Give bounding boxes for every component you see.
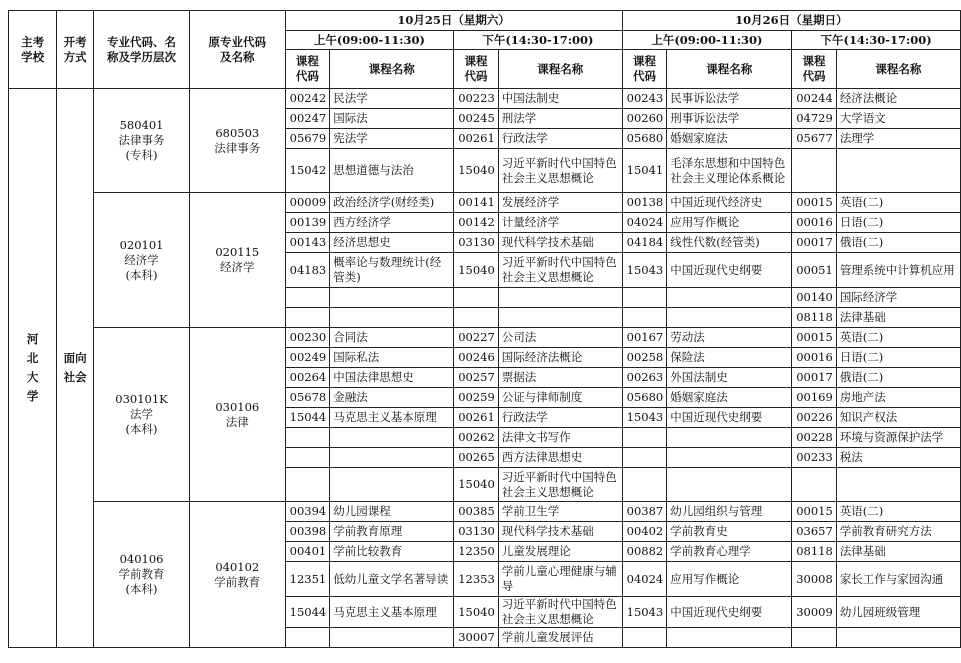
course-name xyxy=(667,308,792,328)
course-code: 04183 xyxy=(285,253,330,288)
course-code: 00258 xyxy=(622,348,667,368)
course-name: 西方经济学 xyxy=(330,213,454,233)
major-cell xyxy=(94,89,190,193)
course-code xyxy=(285,288,330,308)
course-code xyxy=(454,288,499,308)
course-name xyxy=(330,468,454,502)
course-name: 刑事诉讼法学 xyxy=(667,109,792,129)
course-name xyxy=(667,288,792,308)
course-name xyxy=(330,628,454,648)
course-code: 15040 xyxy=(454,253,499,288)
course-code xyxy=(285,468,330,502)
course-code: 15044 xyxy=(285,597,330,628)
course-name xyxy=(667,468,792,502)
header-day1-am: 上午(09:00-11:30) xyxy=(285,31,454,50)
course-code: 00017 xyxy=(792,368,837,388)
old-major-old-name: 法律 xyxy=(225,414,249,429)
course-code: 00401 xyxy=(285,542,330,562)
header-school: 主考 学校 xyxy=(9,11,57,89)
course-name: 公证与律师制度 xyxy=(498,388,622,408)
course-name: 法律文书写作 xyxy=(498,428,622,448)
course-code: 30008 xyxy=(792,562,837,597)
header-course: 课程名称 xyxy=(667,50,792,89)
course-code: 00138 xyxy=(622,193,667,213)
major-level: (本科) xyxy=(125,422,158,436)
course-name xyxy=(667,428,792,448)
course-code: 00387 xyxy=(622,502,667,522)
course-name: 线性代数(经管类) xyxy=(667,233,792,253)
course-name: 家长工作与家园沟通 xyxy=(836,562,960,597)
course-name: 行政法学 xyxy=(498,408,622,428)
course-name: 习近平新时代中国特色社会主义思想概论 xyxy=(498,468,622,502)
course-code: 00017 xyxy=(792,233,837,253)
old-major-cell xyxy=(189,328,285,502)
course-name: 外国法制史 xyxy=(667,368,792,388)
major-cell xyxy=(94,502,190,648)
header-day-1: 10月25日（星期六） xyxy=(285,11,622,31)
course-code: 12351 xyxy=(285,562,330,597)
course-name: 俄语(二) xyxy=(836,233,960,253)
course-name: 计量经济学 xyxy=(498,213,622,233)
header-code: 课程 代码 xyxy=(622,50,667,89)
course-code: 00249 xyxy=(285,348,330,368)
course-code: 00247 xyxy=(285,109,330,129)
course-name: 环境与资源保护法学 xyxy=(836,428,960,448)
course-name: 学前教育研究方法 xyxy=(836,522,960,542)
major-code: 040106 xyxy=(119,552,164,566)
course-code: 00882 xyxy=(622,542,667,562)
old-major-cell xyxy=(189,502,285,648)
course-code: 00169 xyxy=(792,388,837,408)
table-row xyxy=(9,193,961,213)
course-name: 思想道德与法治 xyxy=(330,149,454,193)
course-code: 04184 xyxy=(622,233,667,253)
course-code: 00143 xyxy=(285,233,330,253)
course-name: 学前比较教育 xyxy=(330,542,454,562)
course-code: 00140 xyxy=(792,288,837,308)
course-name: 中国近现代史纲要 xyxy=(667,253,792,288)
course-code: 15041 xyxy=(622,149,667,193)
course-name: 俄语(二) xyxy=(836,368,960,388)
course-code xyxy=(792,468,837,502)
major-name: 法学 xyxy=(130,407,154,421)
old-major-old-code: 020115 xyxy=(215,245,260,259)
course-name xyxy=(330,288,454,308)
course-code: 00015 xyxy=(792,502,837,522)
course-name: 婚姻家庭法 xyxy=(667,129,792,149)
course-code: 03130 xyxy=(454,522,499,542)
course-name: 合同法 xyxy=(330,328,454,348)
course-code: 15043 xyxy=(622,253,667,288)
course-name: 婚姻家庭法 xyxy=(667,388,792,408)
old-major-old-code: 030106 xyxy=(215,399,260,414)
course-code: 05679 xyxy=(285,129,330,149)
table-body xyxy=(9,11,961,648)
course-code: 00261 xyxy=(454,408,499,428)
course-code: 00015 xyxy=(792,328,837,348)
course-code: 00385 xyxy=(454,502,499,522)
course-name: 行政法学 xyxy=(498,129,622,149)
course-code: 00226 xyxy=(792,408,837,428)
course-name: 国际经济学 xyxy=(836,288,960,308)
course-code xyxy=(285,628,330,648)
course-name: 政治经济学(财经类) xyxy=(330,193,454,213)
course-name: 经济法概论 xyxy=(836,89,960,109)
course-code: 00257 xyxy=(454,368,499,388)
course-name: 中国近现代史纲要 xyxy=(667,408,792,428)
course-name: 中国法制史 xyxy=(498,89,622,109)
course-code: 00242 xyxy=(285,89,330,109)
course-name: 习近平新时代中国特色社会主义思想概论 xyxy=(498,597,622,628)
course-code: 04729 xyxy=(792,109,837,129)
major-level: (本科) xyxy=(125,582,158,596)
course-name: 应用写作概论 xyxy=(667,562,792,597)
major-name: 经济学 xyxy=(124,252,159,267)
course-code: 00139 xyxy=(285,213,330,233)
course-code: 00265 xyxy=(454,448,499,468)
course-name: 中国法律思想史 xyxy=(330,368,454,388)
course-code: 00264 xyxy=(285,368,330,388)
major-level: (专科) xyxy=(125,148,158,162)
course-name: 概率论与数理统计(经管类) xyxy=(330,253,454,288)
table-row xyxy=(9,328,961,348)
course-name: 税法 xyxy=(836,448,960,468)
course-name xyxy=(836,468,960,502)
course-name: 学前教育史 xyxy=(667,522,792,542)
mode-cell xyxy=(57,89,94,648)
course-name: 学前卫生学 xyxy=(498,502,622,522)
course-name: 习近平新时代中国特色社会主义思想概论 xyxy=(498,253,622,288)
course-code: 00233 xyxy=(792,448,837,468)
course-name xyxy=(667,448,792,468)
course-name xyxy=(498,308,622,328)
course-name: 马克思主义基本原理 xyxy=(330,597,454,628)
header-old-major: 原专业代码 及名称 xyxy=(189,11,285,89)
old-major-old-name: 经济学 xyxy=(220,260,255,274)
major-code: 580401 xyxy=(119,118,164,132)
course-name: 金融法 xyxy=(330,388,454,408)
course-code: 00262 xyxy=(454,428,499,448)
school-cell xyxy=(9,89,57,648)
course-code xyxy=(792,628,837,648)
course-name: 英语(二) xyxy=(836,328,960,348)
course-name: 幼儿园课程 xyxy=(330,502,454,522)
header-day-2: 10月26日（星期日） xyxy=(622,11,960,31)
course-name xyxy=(330,448,454,468)
course-name: 儿童发展理论 xyxy=(498,542,622,562)
course-code: 00015 xyxy=(792,193,837,213)
course-name: 票据法 xyxy=(498,368,622,388)
course-name: 保险法 xyxy=(667,348,792,368)
course-name xyxy=(330,428,454,448)
course-code: 00223 xyxy=(454,89,499,109)
course-code: 15043 xyxy=(622,597,667,628)
course-name: 幼儿园组织与管理 xyxy=(667,502,792,522)
header-major: 专业代码、名 称及学历层次 xyxy=(94,11,190,89)
header-course: 课程名称 xyxy=(498,50,622,89)
course-code: 05680 xyxy=(622,129,667,149)
course-code xyxy=(622,308,667,328)
course-name: 民法学 xyxy=(330,89,454,109)
course-name: 学前儿童心理健康与辅导 xyxy=(498,562,622,597)
major-name: 学前教育 xyxy=(118,567,165,581)
major-level: (本科) xyxy=(125,267,158,282)
course-code: 00398 xyxy=(285,522,330,542)
course-code: 00009 xyxy=(285,193,330,213)
course-code: 05677 xyxy=(792,129,837,149)
major-code: 020101 xyxy=(119,237,164,252)
course-name: 国际私法 xyxy=(330,348,454,368)
course-code: 04024 xyxy=(622,562,667,597)
course-code xyxy=(622,468,667,502)
course-code xyxy=(792,149,837,193)
course-name: 幼儿园班级管理 xyxy=(836,597,960,628)
old-major-old-name: 学前教育 xyxy=(214,574,261,589)
course-name: 大学语文 xyxy=(836,109,960,129)
course-name: 学前儿童发展评估 xyxy=(498,628,622,648)
course-name: 现代科学技术基础 xyxy=(498,233,622,253)
course-code: 00141 xyxy=(454,193,499,213)
course-code xyxy=(622,448,667,468)
course-name xyxy=(330,308,454,328)
course-name: 知识产权法 xyxy=(836,408,960,428)
course-name xyxy=(836,149,960,193)
course-code: 00142 xyxy=(454,213,499,233)
course-code: 15043 xyxy=(622,408,667,428)
school-name: 河北大学 xyxy=(26,332,39,403)
course-name: 国际法 xyxy=(330,109,454,129)
header-code: 课程 代码 xyxy=(792,50,837,89)
course-code: 00051 xyxy=(792,253,837,288)
major-cell xyxy=(94,328,190,502)
course-code: 00243 xyxy=(622,89,667,109)
course-code: 00016 xyxy=(792,348,837,368)
course-code: 15040 xyxy=(454,149,499,193)
course-code: 12353 xyxy=(454,562,499,597)
major-code: 030101K xyxy=(115,392,168,406)
course-name: 公司法 xyxy=(498,328,622,348)
course-name: 学前教育心理学 xyxy=(667,542,792,562)
header-day1-pm: 下午(14:30-17:00) xyxy=(454,31,622,50)
header-day2-am: 上午(09:00-11:30) xyxy=(622,31,792,50)
course-code: 03130 xyxy=(454,233,499,253)
course-code: 00246 xyxy=(454,348,499,368)
old-major-old-name: 法律事务 xyxy=(214,140,261,155)
course-code xyxy=(622,288,667,308)
header-code: 课程 代码 xyxy=(285,50,330,89)
course-code: 00394 xyxy=(285,502,330,522)
course-code xyxy=(285,448,330,468)
major-name: 法律事务 xyxy=(118,133,165,147)
course-name: 英语(二) xyxy=(836,193,960,213)
course-code: 00245 xyxy=(454,109,499,129)
course-code: 12350 xyxy=(454,542,499,562)
course-code: 00227 xyxy=(454,328,499,348)
header-course: 课程名称 xyxy=(330,50,454,89)
course-code: 30007 xyxy=(454,628,499,648)
course-name: 经济思想史 xyxy=(330,233,454,253)
course-name: 法律基础 xyxy=(836,542,960,562)
course-name: 应用写作概论 xyxy=(667,213,792,233)
table-row xyxy=(9,502,961,522)
course-name: 日语(二) xyxy=(836,213,960,233)
course-name: 学前教育原理 xyxy=(330,522,454,542)
course-code: 00260 xyxy=(622,109,667,129)
course-code xyxy=(454,308,499,328)
course-name xyxy=(836,628,960,648)
course-name: 刑法学 xyxy=(498,109,622,129)
old-major-old-code: 680503 xyxy=(215,125,260,140)
course-code: 05678 xyxy=(285,388,330,408)
header-course: 课程名称 xyxy=(836,50,960,89)
course-name: 日语(二) xyxy=(836,348,960,368)
course-name: 房地产法 xyxy=(836,388,960,408)
course-code: 15040 xyxy=(454,597,499,628)
course-code xyxy=(285,428,330,448)
course-name: 宪法学 xyxy=(330,129,454,149)
course-code xyxy=(622,628,667,648)
course-name: 西方法律思想史 xyxy=(498,448,622,468)
course-code: 00230 xyxy=(285,328,330,348)
course-code: 03657 xyxy=(792,522,837,542)
header-day2-pm: 下午(14:30-17:00) xyxy=(792,31,961,50)
course-code: 15042 xyxy=(285,149,330,193)
course-code: 08118 xyxy=(792,308,837,328)
course-name xyxy=(498,288,622,308)
course-code: 00402 xyxy=(622,522,667,542)
course-code xyxy=(622,428,667,448)
header-mode: 开考 方式 xyxy=(57,11,94,89)
course-code: 08118 xyxy=(792,542,837,562)
course-code: 00259 xyxy=(454,388,499,408)
header-code: 课程 代码 xyxy=(454,50,499,89)
header-row-dates xyxy=(9,11,961,31)
course-name: 发展经济学 xyxy=(498,193,622,213)
course-name: 法理学 xyxy=(836,129,960,149)
old-major-cell xyxy=(189,193,285,328)
course-name: 现代科学技术基础 xyxy=(498,522,622,542)
major-cell xyxy=(94,193,190,328)
course-code: 00167 xyxy=(622,328,667,348)
course-code: 15044 xyxy=(285,408,330,428)
course-name: 低幼儿童文学名著导读 xyxy=(330,562,454,597)
course-code: 00244 xyxy=(792,89,837,109)
old-major-cell xyxy=(189,89,285,193)
course-name: 马克思主义基本原理 xyxy=(330,408,454,428)
old-major-old-code: 040102 xyxy=(215,559,260,574)
mode-label: 面向社会 xyxy=(63,351,87,384)
course-name: 毛泽东思想和中国特色社会主义理论体系概论 xyxy=(667,149,792,193)
course-code: 05680 xyxy=(622,388,667,408)
course-code: 04024 xyxy=(622,213,667,233)
course-name: 管理系统中计算机应用 xyxy=(836,253,960,288)
table-row xyxy=(9,89,961,109)
course-code: 30009 xyxy=(792,597,837,628)
course-name xyxy=(667,628,792,648)
course-name: 国际经济法概论 xyxy=(498,348,622,368)
course-name: 中国近现代史纲要 xyxy=(667,597,792,628)
course-code: 00016 xyxy=(792,213,837,233)
course-name: 法律基础 xyxy=(836,308,960,328)
exam-schedule-table xyxy=(8,10,961,648)
course-code: 15040 xyxy=(454,468,499,502)
course-code: 00263 xyxy=(622,368,667,388)
course-name: 英语(二) xyxy=(836,502,960,522)
course-code: 00228 xyxy=(792,428,837,448)
course-code: 00261 xyxy=(454,129,499,149)
course-name: 劳动法 xyxy=(667,328,792,348)
course-name: 民事诉讼法学 xyxy=(667,89,792,109)
course-name: 习近平新时代中国特色社会主义思想概论 xyxy=(498,149,622,193)
course-name: 中国近现代经济史 xyxy=(667,193,792,213)
course-code xyxy=(285,308,330,328)
